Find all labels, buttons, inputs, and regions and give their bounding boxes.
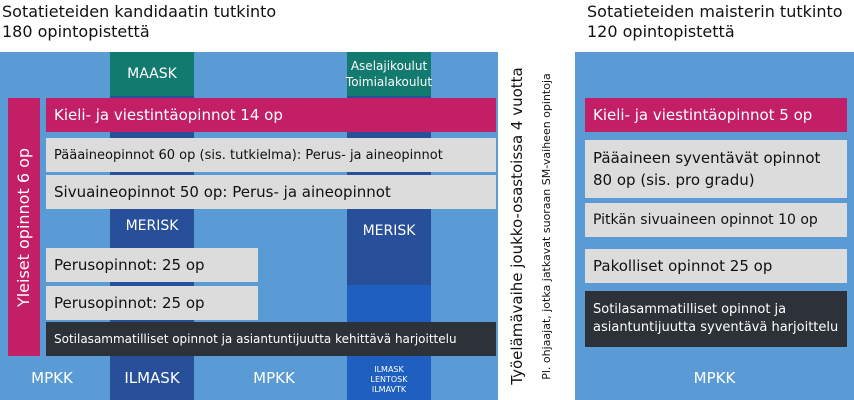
middle-text-1: Työelämävaihe joukko-osastoissa 4 vuotta [508,67,526,385]
merisk-left [110,211,194,241]
ilmavtk-small: ILMAVTK [371,385,407,394]
merisk-right [347,211,431,251]
master-kieli-label: Kieli- ja viestintäopinnot 5 op [593,106,813,124]
merisk-left-label: MERISK [125,218,179,234]
perusopinnot-bar-1 [46,248,258,282]
middle-text-2: Pl. ohjaajat, jotka jatkavat suoraan SM-vaiheen opintoja [539,72,553,380]
sivuaine-label: Sivuaineopinnot 50 op: Perus- ja aineopinnot [54,183,391,201]
perusopinnot-label-1: Perusopinnot: 25 op [54,256,205,274]
perusopinnot-bar-2 [46,286,258,320]
master-sivuaine-label: Pitkän sivuaineen opinnot 10 op [593,212,818,228]
bachelor-title: Sotatieteiden kandidaatin tutkinto [2,2,277,21]
master-title: Sotatieteiden maisterin tutkinto [587,2,843,21]
mpkk-label-1 [14,366,90,390]
bachelor-credits: 180 opintopistettä [2,22,150,41]
toimialakoulut-label: Toimialakoulut [345,75,433,89]
master-syventavat-label-2: 80 op (sis. pro gradu) [593,171,755,189]
mpkk-label-2 [232,366,316,390]
master-sotilas-label: Sotilasammatilliset opinnot ja asiantuntijuutta syventävä harjoittelu [593,302,839,335]
bachelor-sotilas-label: Sotilasammatilliset opinnot ja asiantuntijuutta kehittävä harjoittelu [54,332,457,346]
ilmask-label [110,366,194,390]
bachelor-kieli-label: Kieli- ja viestintäopinnot 14 op [54,106,283,124]
middle-text-2-wrap [528,52,564,400]
lentosk-small: LENTOSK [370,375,408,384]
ilmask-text: ILMASK [124,369,180,387]
master-pakolliset-label: Pakolliset opinnot 25 op [593,257,773,275]
master-syventavat-bar [585,140,847,198]
master-mpkk [575,366,854,390]
paaaine-label: Pääaineopinnot 60 op (sis. tutkielma): Perus- ja aineopinnot [54,147,443,163]
master-sivuaine-bar [585,203,847,237]
master-pakolliset-bar [585,249,847,283]
master-credits: 120 opintopistettä [587,22,735,41]
sivuaine-bar [46,175,496,209]
master-kieli-bar [585,98,847,132]
yleiset-opinnot-wrap [8,98,40,356]
master-mpkk-label: MPKK [693,369,736,387]
mpkk-text-2: MPKK [253,369,295,387]
mpkk-text-1: MPKK [31,369,73,387]
aselajikoulut-label: Aselajikoulut [350,59,428,73]
maask-label: MAASK [127,66,177,82]
perusopinnot-label-2: Perusopinnot: 25 op [54,294,205,312]
master-sotilas-bar [585,291,847,347]
ilmask-small-1: ILMASK [374,365,404,374]
master-syventavat-label-1: Pääaineen syventävät opinnot [593,149,821,167]
ilmask-small-stack [347,360,431,400]
paaaine-bar [46,138,496,172]
yleiset-opinnot-label: Yleiset opinnot 6 op [14,147,34,307]
maask-block [110,52,194,96]
bachelor-sotilas-bar [46,322,496,356]
merisk-right-label: MERISK [362,223,416,239]
bachelor-kieli-bar [46,98,496,132]
aselajikoulut-block [347,52,431,96]
